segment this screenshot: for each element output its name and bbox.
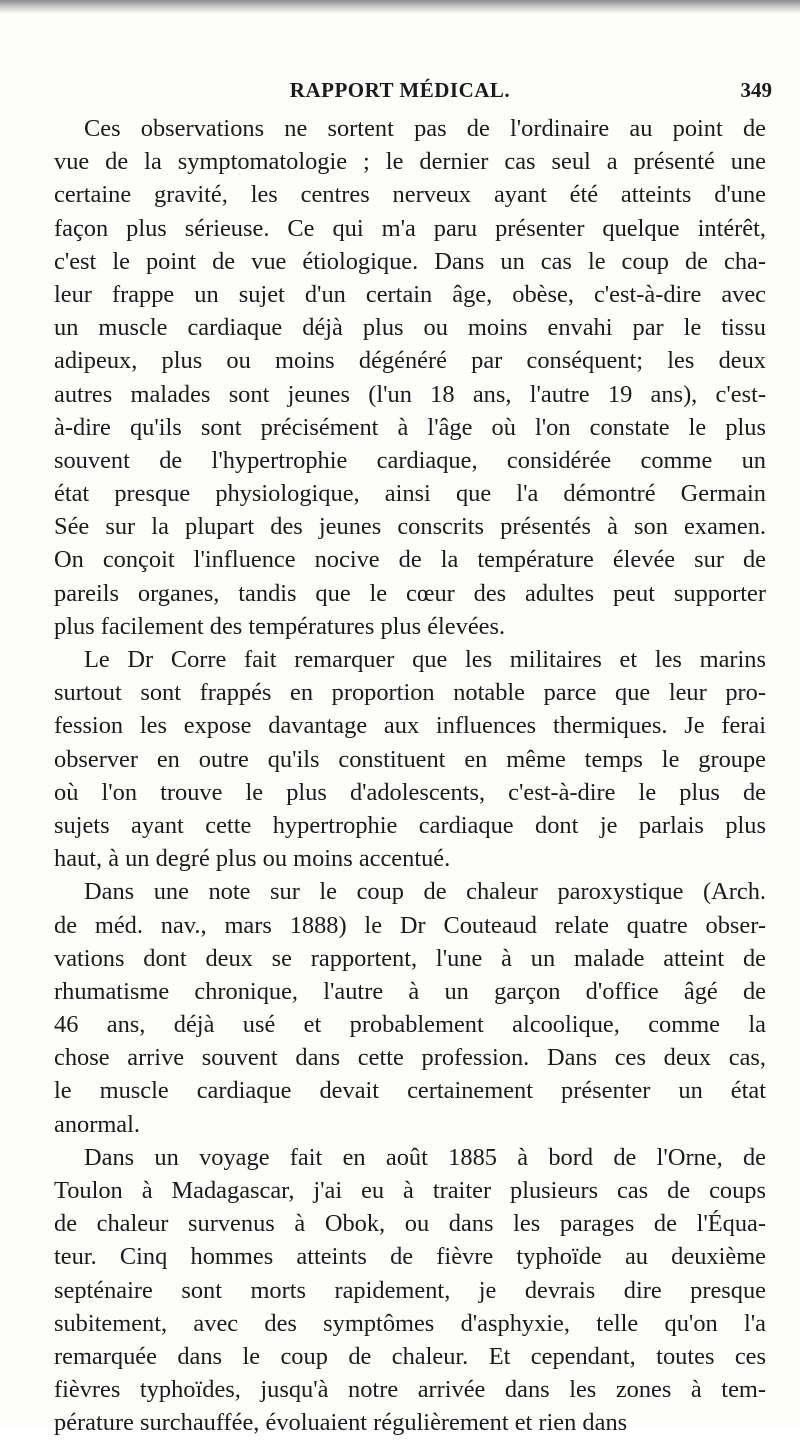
text-line: observer en outre qu'ils constituent en même temps le groupe <box>54 745 766 773</box>
text-line: le muscle cardiaque devait certainement présenter un état <box>54 1077 766 1105</box>
body-text <box>54 112 766 1440</box>
text-line: plus facilement des températures plus élevées. <box>54 612 506 640</box>
text-line: chose arrive souvent dans cette profession. Dans ces deux cas, <box>54 1044 766 1072</box>
text-line: rhumatisme chronique, l'autre à un garçon d'office âgé de <box>54 977 766 1005</box>
text-line: c'est le point de vue étiologique. Dans un cas le coup de cha- <box>54 247 766 275</box>
text-line: fession les expose davantage aux influences thermiques. Je ferai <box>54 712 766 740</box>
text-line: état presque physiologique, ainsi que l'a démontré Germain <box>54 480 766 508</box>
text-line: Ces observations ne sortent pas de l'ordinaire au point de <box>84 115 766 142</box>
paragraph <box>54 112 766 643</box>
text-line: Sée sur la plupart des jeunes conscrits présentés à son examen. <box>54 513 766 541</box>
text-line: adipeux, plus ou moins dégénéré par conséquent; les deux <box>54 347 766 375</box>
text-line: anormal. <box>54 1110 141 1138</box>
text-line: leur frappe un sujet d'un certain âge, obèse, c'est-à-dire avec <box>54 280 766 308</box>
running-title: RAPPORT MÉDICAL. <box>289 78 511 102</box>
paragraph <box>54 875 766 1141</box>
text-line: subitement, avec des symptômes d'asphyxie, telle qu'on l'a <box>54 1309 766 1337</box>
text-line: façon plus sérieuse. Ce qui m'a paru présenter quelque intérêt, <box>54 214 766 242</box>
text-line: souvent de l'hypertrophie cardiaque, considérée comme un <box>54 446 766 474</box>
paragraph <box>54 1141 766 1440</box>
text-line: pareils organes, tandis que le cœur des adultes peut supporter <box>54 579 766 607</box>
text-line: Toulon à Madagascar, j'ai eu à traiter plusieurs cas de coups <box>54 1177 766 1204</box>
text-line: On conçoit l'influence nocive de la température élevée sur de <box>54 546 766 574</box>
text-line: surtout sont frappés en proportion notable parce que leur pro- <box>54 679 766 707</box>
text-line: teur. Cinq hommes atteints de fièvre typhoïde au deuxième <box>54 1243 766 1271</box>
text-line: Le Dr Corre fait remarquer que les militaires et les marins <box>84 646 766 673</box>
text-line: remarquée dans le coup de chaleur. Et cependant, toutes ces <box>54 1342 766 1370</box>
page-header <box>0 78 800 108</box>
scan-top-edge <box>0 0 800 14</box>
text-line: septénaire sont morts rapidement, je devrais dire presque <box>54 1276 766 1304</box>
text-line: de méd. nav., mars 1888) le Dr Couteaud relate quatre obser- <box>54 911 766 939</box>
text-line: où l'on trouve le plus d'adolescents, c'est-à-dire le plus de <box>54 778 766 806</box>
text-line: à-dire qu'ils sont précisément à l'âge où l'on constate le plus <box>54 413 766 441</box>
text-line: haut, à un degré plus ou moins accentué. <box>54 845 451 873</box>
text-line: vations dont deux se rapportent, l'une à un malade atteint de <box>54 944 766 972</box>
paragraph <box>54 643 766 875</box>
text-line: vue de la symptomatologie ; le dernier cas seul a présenté une <box>54 148 766 176</box>
text-line: Dans une note sur le coup de chaleur paroxystique (Arch. <box>84 878 766 906</box>
text-line: de chaleur survenus à Obok, ou dans les parages de l'Équa- <box>54 1210 766 1238</box>
text-line: autres malades sont jeunes (l'un 18 ans, l'autre 19 ans), c'est- <box>54 380 766 408</box>
text-line: un muscle cardiaque déjà plus ou moins envahi par le tissu <box>54 314 766 342</box>
text-line: pérature surchauffée, évoluaient régulièrement et rien dans <box>54 1409 628 1437</box>
text-line: Dans un voyage fait en août 1885 à bord de l'Orne, de <box>84 1143 766 1171</box>
text-line: sujets ayant cette hypertrophie cardiaque dont je parlais plus <box>54 811 766 839</box>
text-line: certaine gravité, les centres nerveux ayant été atteints d'une <box>54 181 766 209</box>
text-line: fièvres typhoïdes, jusqu'à notre arrivée dans les zones à tem- <box>54 1376 766 1404</box>
text-line: 46 ans, déjà usé et probablement alcoolique, comme la <box>54 1011 766 1039</box>
page-number: 349 <box>740 78 772 102</box>
